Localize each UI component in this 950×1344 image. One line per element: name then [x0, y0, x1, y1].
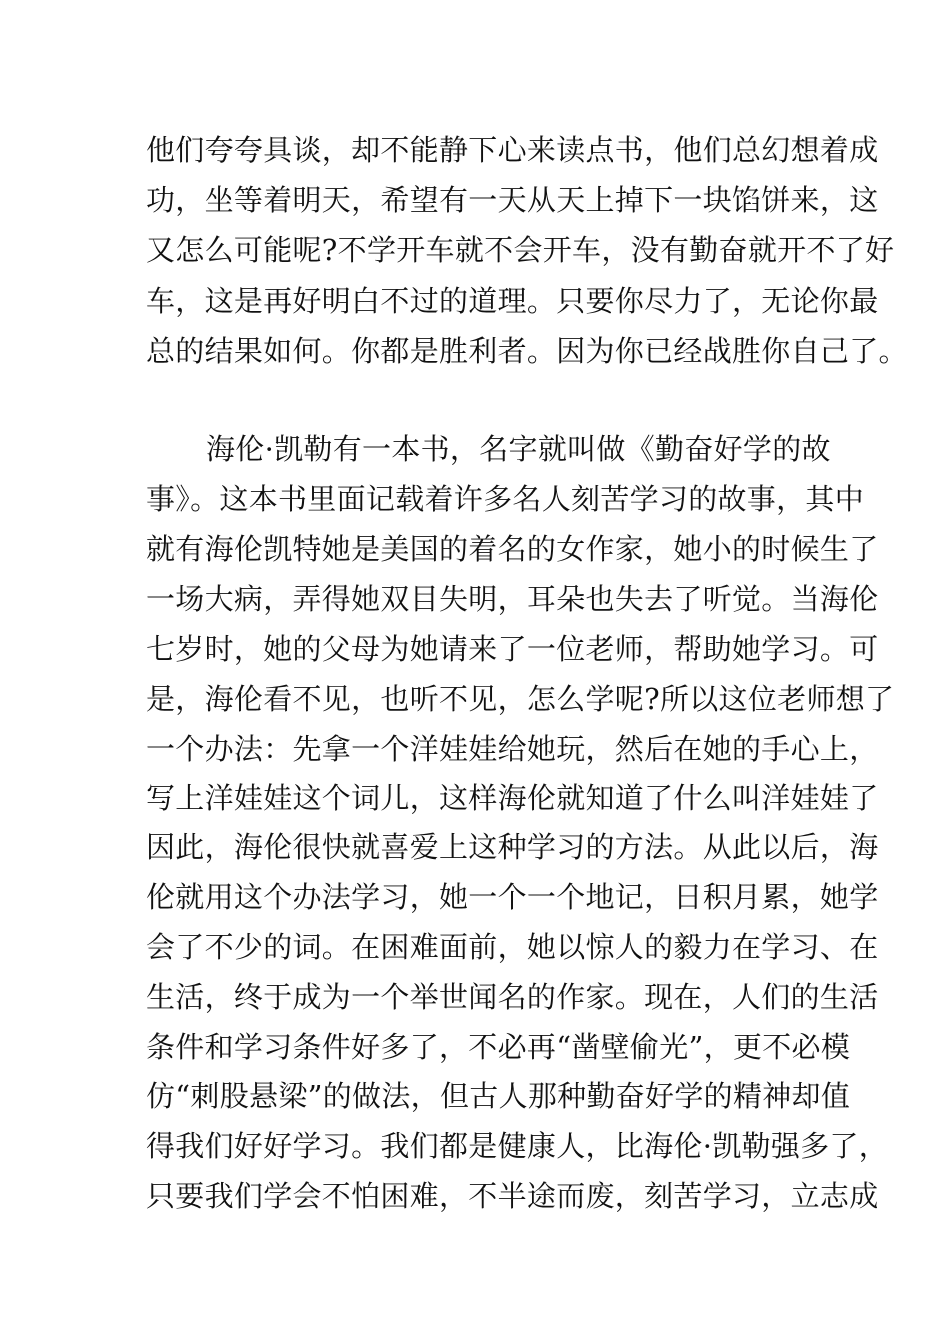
text-line: 一个办法：先拿一个洋娃娃给她玩，然后在她的手心上， [146, 732, 879, 766]
text-line: 仿“刺股悬梁”的做法，但古人那种勤奋好学的精神却值 [146, 1079, 851, 1113]
text-line: 是，海伦看不见，也听不见，怎么学呢?所以这位老师想了 [146, 682, 895, 716]
text-line: 他们夸夸具谈，却不能静下心来读点书，他们总幻想着成 [146, 133, 879, 167]
text-line: 就有海伦凯特她是美国的着名的女作家，她小的时候生了 [146, 532, 879, 566]
text-line: 条件和学习条件好多了，不必再“凿壁偷光”，更不必模 [146, 1030, 851, 1064]
text-line: 海伦·凯勒有一本书，名字就叫做《勤奋好学的故 [206, 432, 831, 466]
text-line: 车，这是再好明白不过的道理。只要你尽力了，无论你最 [146, 284, 879, 318]
text-line: 功，坐等着明天，希望有一天从天上掉下一块馅饼来，这 [146, 183, 879, 217]
text-line: 七岁时，她的父母为她请来了一位老师，帮助她学习。可 [146, 632, 879, 666]
text-line: 得我们好好学习。我们都是健康人，比海伦·凯勒强多了， [146, 1129, 889, 1163]
text-line: 事》。这本书里面记载着许多名人刻苦学习的故事，其中 [146, 482, 865, 516]
text-line: 伦就用这个办法学习，她一个一个地记，日积月累，她学 [146, 880, 879, 914]
text-line: 生活，终于成为一个举世闻名的作家。现在，人们的生活 [146, 980, 879, 1014]
text-line: 一场大病，弄得她双目失明，耳朵也失去了听觉。当海伦 [146, 582, 879, 616]
text-line: 写上洋娃娃这个词儿，这样海伦就知道了什么叫洋娃娃了 [146, 781, 879, 815]
text-line: 总的结果如何。你都是胜利者。因为你已经战胜你自己了。 [146, 334, 908, 368]
text-line: 因此，海伦很快就喜爱上这种学习的方法。从此以后，海 [146, 830, 879, 864]
text-line: 会了不少的词。在困难面前，她以惊人的毅力在学习、在 [146, 930, 879, 964]
text-line: 又怎么可能呢?不学开车就不会开车，没有勤奋就开不了好 [146, 233, 895, 267]
text-line: 只要我们学会不怕困难，不半途而废，刻苦学习，立志成 [146, 1179, 879, 1213]
